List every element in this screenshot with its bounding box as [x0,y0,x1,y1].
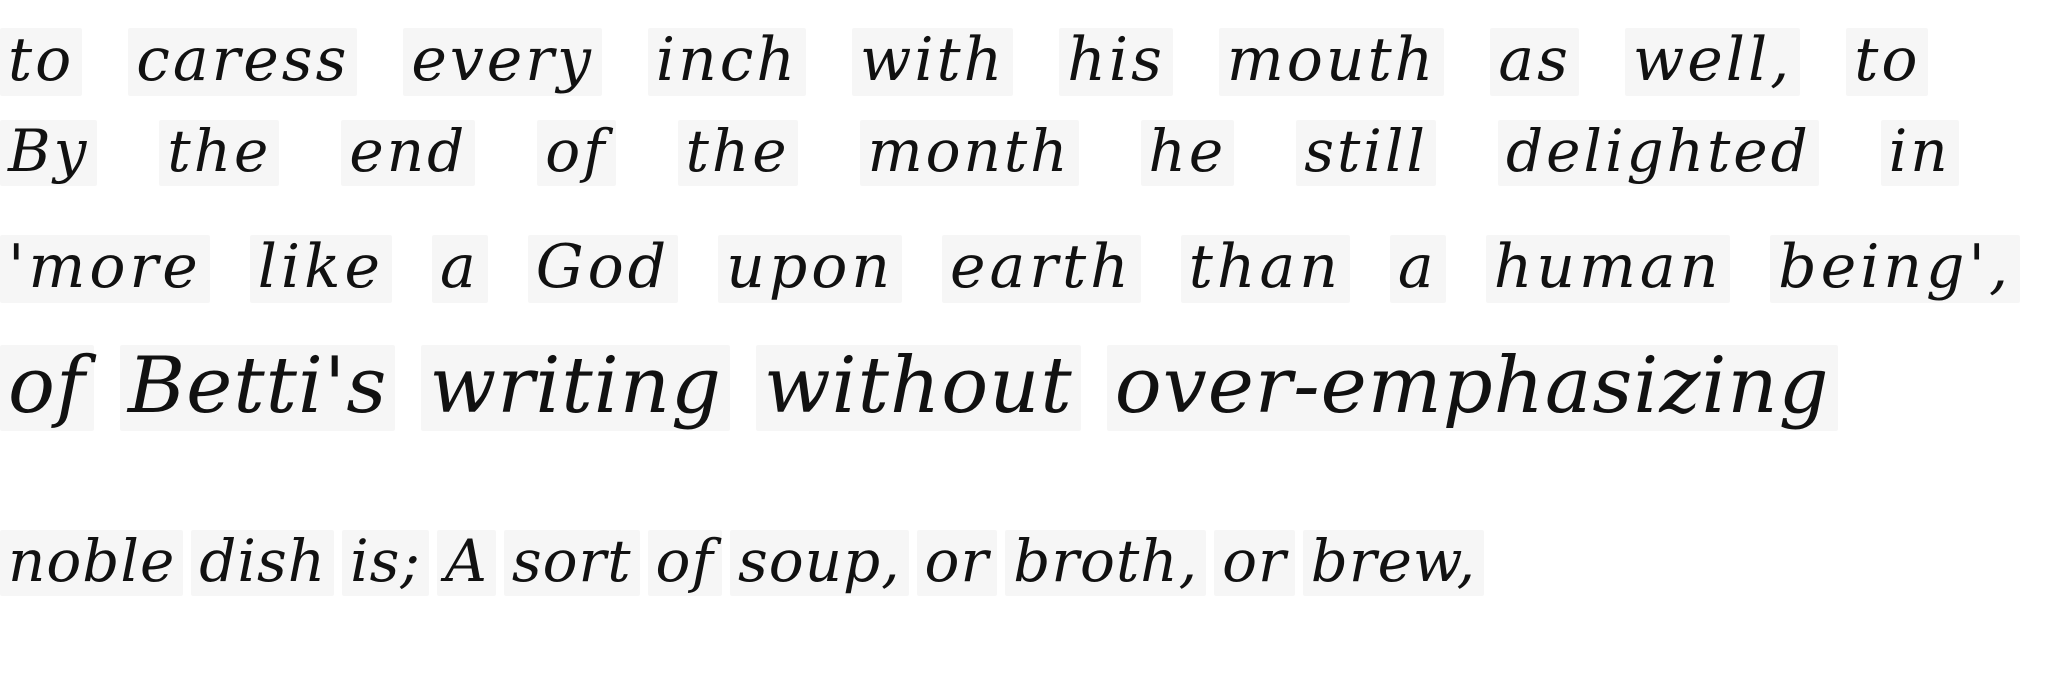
handwriting-line-1 [0,25,1974,96]
word: Betti's [120,345,396,431]
word: sort [504,530,640,596]
word: By [0,120,97,186]
word: human [1486,235,1731,303]
word: to [1846,28,1928,96]
word: upon [718,235,902,303]
word: end [341,120,475,186]
word: he [1141,120,1235,186]
word: still [1296,120,1436,186]
handwriting-line-5 [0,527,1492,596]
word: brew, [1303,530,1484,596]
word: is; [342,530,429,596]
word: soup, [730,530,909,596]
word: writing [421,345,729,431]
handwriting-line-3 [0,232,2060,303]
word: caress [128,28,357,96]
word: of [537,120,615,186]
word: or [917,530,998,596]
word: in [1881,120,1959,186]
word: delighted [1498,120,1819,186]
word: to [0,28,82,96]
word: every [403,28,602,96]
word: than [1181,235,1350,303]
handwriting-line-4 [0,341,1864,431]
word: a [1390,235,1446,303]
word: of [0,345,94,431]
word: or [1214,530,1295,596]
word: earth [942,235,1141,303]
word: God [528,235,678,303]
word: 'more [0,235,210,303]
word: of [648,530,722,596]
handwriting-line-2 [0,117,2021,186]
word: noble [0,530,183,596]
word: the [159,120,279,186]
word: month [860,120,1079,186]
word: as [1490,28,1579,96]
word: with [852,28,1013,96]
word: dish [191,530,334,596]
word: without [756,345,1081,431]
word: mouth [1219,28,1444,96]
word: A [437,530,496,596]
word: well, [1625,28,1800,96]
word: a [432,235,488,303]
word: like [250,235,392,303]
word: inch [648,28,806,96]
word: being', [1770,235,2020,303]
word: over-emphasizing [1107,345,1838,431]
word: his [1059,28,1173,96]
word: the [678,120,798,186]
word: broth, [1005,530,1206,596]
